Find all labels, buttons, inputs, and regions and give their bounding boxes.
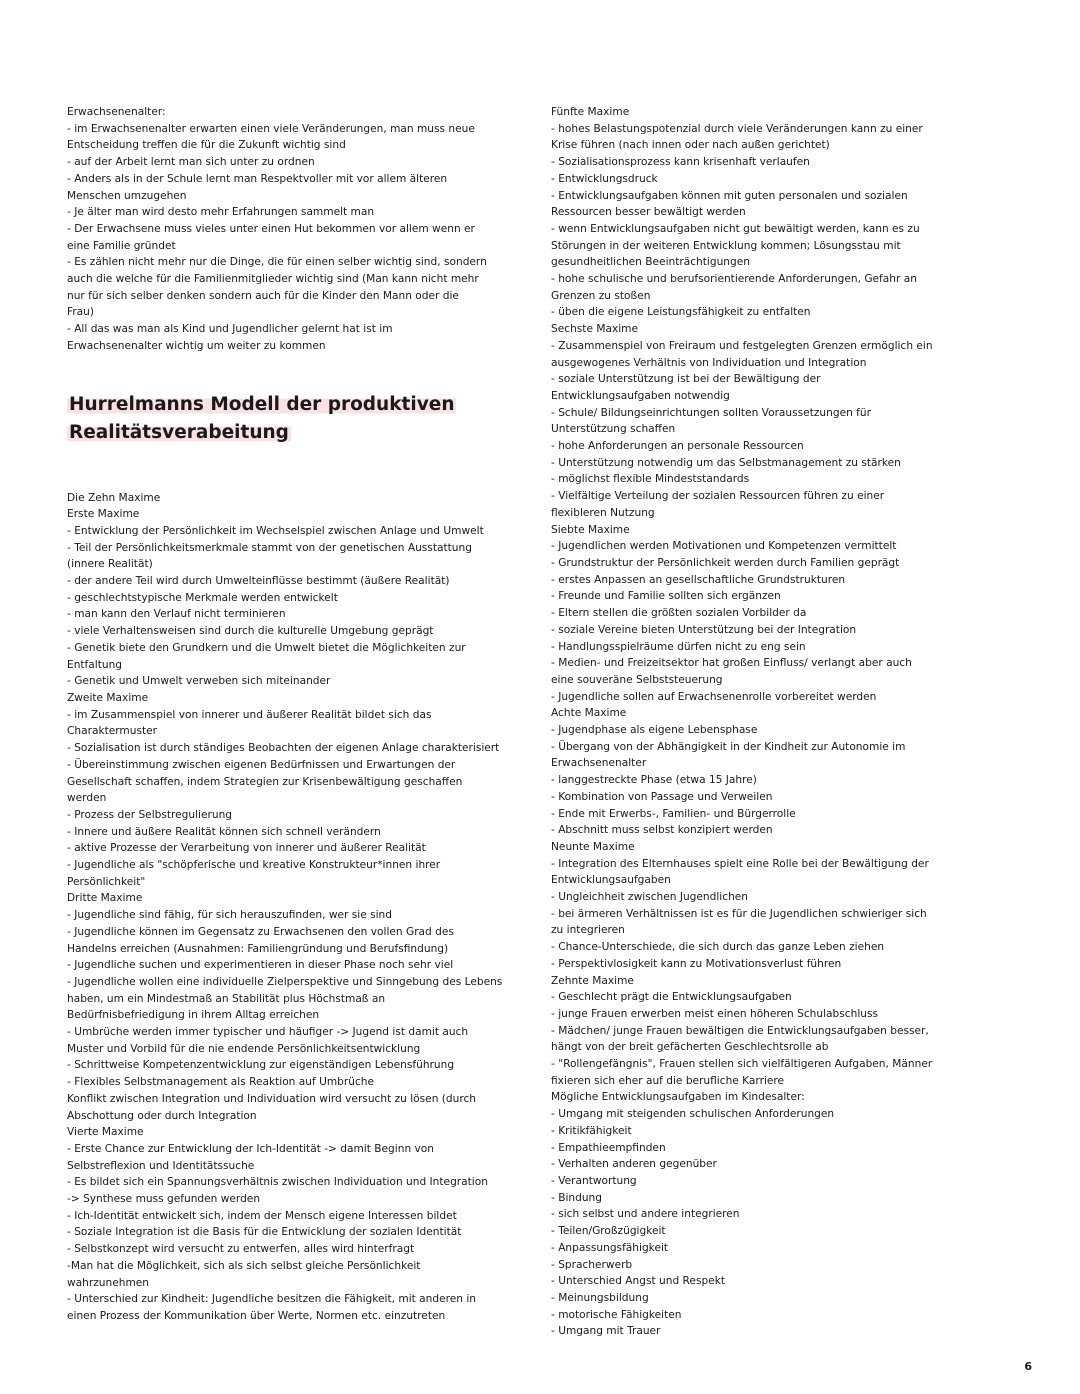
text-line: - Anpassungsfähigkeit <box>551 1241 669 1254</box>
text-line: Zehnte Maxime <box>551 974 634 987</box>
text-line: Neunte Maxime <box>551 840 635 853</box>
text-line: - Zusammenspiel von Freiraum und festgelegten Grenzen ermöglich ein <box>551 339 933 352</box>
maxims-continued-section <box>551 104 933 1340</box>
text-line: Erwachsenenalter: <box>67 106 166 118</box>
text-line: - Kombination von Passage und Verweilen <box>551 790 773 803</box>
text-line: - Ende mit Erwerbs-, Familien- und Bürgerrolle <box>551 807 796 820</box>
text-line: - junge Frauen erwerben meist einen höheren Schulabschluss <box>551 1007 879 1020</box>
text-line: Entwicklungsaufgaben notwendig <box>551 389 730 402</box>
text-line: zu integrieren <box>551 924 625 937</box>
text-line: - Jugendliche sind fähig, für sich herauszufinden, wer sie sind <box>67 909 392 922</box>
text-line: - Jugendliche als "schöpferische und kreative Konstrukteur*innen ihrer <box>67 859 441 872</box>
text-line: Charaktermuster <box>67 725 158 738</box>
text-line: - Abschnitt muss selbst konzipiert werden <box>551 824 773 837</box>
text-line: Konflikt zwischen Integration und Individuation wird versucht zu lösen (durch <box>67 1092 477 1105</box>
text-line: - Es zählen nicht mehr nur die Dinge, die für einen selber wichtig sind, sondern <box>67 256 487 269</box>
text-line: - Meinungsbildung <box>551 1291 649 1304</box>
text-line: - Perspektivlosigkeit kann zu Motivationsverlust führen <box>551 957 842 970</box>
text-line: - Entwicklung der Persönlichkeit im Wechselspiel zwischen Anlage und Umwelt <box>67 524 484 537</box>
text-line: - Integration des Elternhauses spielt eine Rolle bei der Bewältigung der <box>551 857 929 870</box>
text-line: - bei ärmeren Verhältnissen ist es für die Jugendlichen schwieriger sich <box>551 907 927 920</box>
text-line: Erwachsenenalter wichtig um weiter zu kommen <box>67 339 326 352</box>
text-line: Achte Maxime <box>551 707 627 720</box>
text-line: - Unterstützung notwendig um das Selbstmanagement zu stärken <box>551 456 901 469</box>
text-line: Sechste Maxime <box>551 323 639 336</box>
text-line: - im Zusammenspiel von innerer und äußerer Realität bildet sich das <box>67 708 432 721</box>
text-line: - hohe schulische und berufsorientierende Anforderungen, Gefahr an <box>551 273 917 286</box>
text-line: wahrzunehmen <box>67 1276 149 1289</box>
text-line: - Genetik und Umwelt verweben sich miteinander <box>67 675 331 688</box>
text-line: - Umgang mit steigenden schulischen Anforderungen <box>551 1108 835 1121</box>
text-line: - hohe Anforderungen an personale Ressourcen <box>551 440 804 453</box>
text-line: -> Synthese muss gefunden werden <box>67 1193 261 1206</box>
text-line: - Genetik biete den Grundkern und die Umwelt bietet die Möglichkeiten zur <box>67 641 466 654</box>
left-column <box>67 104 507 1325</box>
text-line: - Freunde und Familie sollten sich ergänzen <box>551 590 781 603</box>
text-line: Vierte Maxime <box>67 1126 144 1139</box>
text-line: - Verantwortung <box>551 1175 637 1187</box>
text-line: - Selbstkonzept wird versucht zu entwerfen, alles wird hinterfragt <box>67 1243 415 1256</box>
text-line: - üben die eigene Leistungsfähigkeit zu entfalten <box>551 306 811 319</box>
right-column <box>551 104 933 1340</box>
text-line: Frau) <box>67 306 95 319</box>
text-line: Zweite Maxime <box>67 691 149 704</box>
text-line: Abschottung oder durch Integration <box>67 1109 257 1122</box>
text-line: - Prozess der Selbstregulierung <box>67 808 233 821</box>
text-line: Selbstreflexion und Identitätssuche <box>67 1159 255 1172</box>
text-line: Dritte Maxime <box>67 892 143 905</box>
text-line: - Je älter man wird desto mehr Erfahrungen sammelt man <box>67 206 375 219</box>
text-line: Persönlichkeit" <box>67 875 146 888</box>
text-line: - Innere und äußere Realität können sich schnell verändern <box>67 825 381 838</box>
text-line: einen Prozess der Kommunikation über Werte, Normen etc. einzutreten <box>67 1310 446 1322</box>
text-line: - im Erwachsenenalter erwarten einen viele Veränderungen, man muss neue <box>67 122 475 135</box>
text-line: Entfaltung <box>67 658 123 671</box>
text-line: - man kann den Verlauf nicht terminieren <box>67 608 286 621</box>
text-line: - Soziale Integration ist die Basis für die Entwicklung der sozialen Identität <box>67 1226 462 1239</box>
text-line: - Spracherwerb <box>551 1258 633 1271</box>
text-line: eine Familie gründet <box>67 239 176 252</box>
text-line: Muster und Vorbild für die nie endende Persönlichkeitsentwicklung <box>67 1042 421 1055</box>
text-line: - Bindung <box>551 1191 602 1204</box>
text-line: - Der Erwachsene muss vieles unter einen Hut bekommen vor allem wenn er <box>67 222 475 235</box>
text-line: flexibleren Nutzung <box>551 506 655 519</box>
text-line: - Umgang mit Trauer <box>551 1325 661 1338</box>
text-line: - Jugendliche können im Gegensatz zu Erwachsenen den vollen Grad des <box>67 925 454 938</box>
text-line: Grenzen zu stoßen <box>551 289 651 302</box>
text-line: - soziale Unterstützung ist bei der Bewältigung der <box>551 373 821 386</box>
text-line: - Medien- und Freizeitsektor hat großen Einfluss/ verlangt aber auch <box>551 657 912 670</box>
text-line: - Ungleichheit zwischen Jugendlichen <box>551 891 749 904</box>
text-line: Fünfte Maxime <box>551 106 630 118</box>
text-line: - Empathieempfinden <box>551 1141 666 1154</box>
text-line: - Verhalten anderen gegenüber <box>551 1158 717 1171</box>
text-line: - Entwicklungsdruck <box>551 172 658 185</box>
text-line: Siebte Maxime <box>551 523 630 536</box>
text-line: Krise führen (nach innen oder nach außen gerichtet) <box>551 139 830 152</box>
text-line: Entwicklungsaufgaben <box>551 874 671 887</box>
text-line: Handelns erreichen (Ausnahmen: Familiengründung und Berufsfindung) <box>67 942 449 955</box>
text-line: - motorische Fähigkeiten <box>551 1308 682 1321</box>
text-line: werden <box>67 792 107 805</box>
text-line: Erste Maxime <box>67 508 140 521</box>
text-line: - Chance-Unterschiede, die sich durch das ganze Leben ziehen <box>551 941 885 954</box>
text-line: - Es bildet sich ein Spannungsverhältnis zwischen Individuation und Integration <box>67 1176 488 1189</box>
heading-line-1: Hurrelmanns Modell der produktiven <box>69 393 455 415</box>
text-line: - Anders als in der Schule lernt man Respektvoller mit vor allem älteren <box>67 172 448 185</box>
text-line: Menschen umzugehen <box>67 189 187 202</box>
text-line: - Jugendphase als eigene Lebensphase <box>551 724 758 737</box>
text-line: - Eltern stellen die größten sozialen Vorbilder da <box>551 607 807 620</box>
text-line: - Mädchen/ junge Frauen bewältigen die Entwicklungsaufgaben besser, <box>551 1024 929 1037</box>
text-line: - Geschlecht prägt die Entwicklungsaufgaben <box>551 991 792 1004</box>
text-line: - Kritikfähigkeit <box>551 1124 632 1137</box>
text-line: - erstes Anpassen an gesellschaftliche Grundstrukturen <box>551 573 846 586</box>
text-line: Die Zehn Maxime <box>67 491 161 504</box>
text-line: - All das was man als Kind und Jugendlicher gelernt hat ist im <box>67 323 393 336</box>
text-line: gesundheitlichen Beeinträchtigungen <box>551 256 750 269</box>
text-line: - Jugendliche sollen auf Erwachsenenrolle vorbereitet werden <box>551 690 877 703</box>
text-line: Störungen in der weiteren Entwicklung kommen; Lösungsstau mit <box>551 239 901 252</box>
text-line: - Teilen/Großzügigkeit <box>551 1225 666 1238</box>
text-line: - Grundstruktur der Persönlichkeit werden durch Familien geprägt <box>551 556 900 569</box>
text-line: - möglichst flexible Mindeststandards <box>551 473 750 486</box>
text-line: - Flexibles Selbstmanagement als Reaktion auf Umbrüche <box>67 1076 374 1089</box>
text-line: - aktive Prozesse der Verarbeitung von innerer und äußerer Realität <box>67 842 426 855</box>
text-line: - Erste Chance zur Entwicklung der Ich-Identität -> damit Beginn von <box>67 1142 434 1155</box>
text-line: - viele Verhaltensweisen sind durch die kulturelle Umgebung geprägt <box>67 625 434 638</box>
text-line: - Jugendliche wollen eine individuelle Zielperspektive und Sinngebung des Lebens <box>67 975 503 988</box>
text-line: ausgewogenes Verhältnis von Individuation und Integration <box>551 356 867 369</box>
text-line: - Entwicklungsaufgaben können mit guten personalen und sozialen <box>551 189 908 202</box>
text-line: - geschlechtstypische Merkmale werden entwickelt <box>67 591 338 604</box>
text-line: - wenn Entwicklungsaufgaben nicht gut bewältigt werden, kann es zu <box>551 222 920 235</box>
text-line: - auf der Arbeit lernt man sich unter zu ordnen <box>67 156 315 169</box>
text-line: Entscheidung treffen die für die Zukunft wichtig sind <box>67 139 346 152</box>
text-line: - Schule/ Bildungseinrichtungen sollten Voraussetzungen für <box>551 406 871 419</box>
text-line: Bedürfnisbefriedigung in ihrem Alltag erreichen <box>67 1009 320 1022</box>
text-line: -Man hat die Möglichkeit, sich als sich selbst gleiche Persönlichkeit <box>67 1259 421 1272</box>
text-line: - soziale Vereine bieten Unterstützung bei der Integration <box>551 623 857 636</box>
text-line: (innere Realität) <box>67 558 153 571</box>
page-number: 6 <box>1024 1360 1032 1373</box>
text-line: - Sozialisation ist durch ständiges Beobachten der eigenen Anlage charakterisiert <box>67 742 500 755</box>
text-line: - sich selbst und andere integrieren <box>551 1208 740 1221</box>
text-line: - Schrittweise Kompetenzentwicklung zur eigenständigen Lebensführung <box>67 1059 455 1072</box>
text-line: - Jugendlichen werden Motivationen und Kompetenzen vermittelt <box>551 540 897 553</box>
text-line: - Übereinstimmung zwischen eigenen Bedürfnissen und Erwartungen der <box>67 758 456 771</box>
text-line: - der andere Teil wird durch Umwelteinflüsse bestimmt (äußere Realität) <box>67 575 450 588</box>
text-line: hängt von der breit gefächerten Geschlechtsrolle ab <box>551 1041 829 1054</box>
text-line: - Sozialisationsprozess kann krisenhaft verlaufen <box>551 156 810 169</box>
section-heading <box>67 391 507 448</box>
text-line: eine souveräne Selbststeuerung <box>551 673 723 686</box>
text-line: Gesellschaft schaffen, indem Strategien zur Krisenbewältigung geschaffen <box>67 775 463 788</box>
text-line: - Unterschied zur Kindheit: Jugendliche besitzen die Fähigkeit, mit anderen in <box>67 1293 477 1306</box>
text-line: - Übergang von der Abhängigkeit in der Kindheit zur Autonomie im <box>551 740 906 753</box>
heading-line-2: Realitätsverabeitung <box>69 422 289 444</box>
text-line: - Vielfältige Verteilung der sozialen Ressourcen führen zu einer <box>551 490 885 503</box>
text-line: - Umbrüche werden immer typischer und häufiger -> Jugend ist damit auch <box>67 1026 469 1039</box>
text-line: auch die welche für die Familienmitglieder wichtig sind (Man kann nicht mehr <box>67 273 479 286</box>
text-line: - Handlungsspielräume dürfen nicht zu eng sein <box>551 640 806 653</box>
text-line: - "Rollengefängnis", Frauen stellen sich vielfältigeren Aufgaben, Männer <box>551 1058 933 1071</box>
text-line: fixieren sich eher auf die berufliche Karriere <box>551 1074 785 1087</box>
text-line: Ressourcen besser bewältigt werden <box>551 206 746 219</box>
text-line: Erwachsenenalter <box>551 757 647 770</box>
text-line: - Unterschied Angst und Respekt <box>551 1275 725 1288</box>
text-line: - Ich-Identität entwickelt sich, indem der Mensch eigene Interessen bildet <box>67 1209 457 1222</box>
text-line: Unterstützung schaffen <box>551 423 676 436</box>
adulthood-section <box>67 104 507 355</box>
text-line: nur für sich selber denken sondern auch für die Kinder den Mann oder die <box>67 289 459 302</box>
text-line: - langgestreckte Phase (etwa 15 Jahre) <box>551 774 757 787</box>
text-line: Mögliche Entwicklungsaufgaben im Kindesalter: <box>551 1091 805 1104</box>
text-line: - Jugendliche suchen und experimentieren in dieser Phase noch sehr viel <box>67 959 454 972</box>
maxims-section <box>67 490 507 1325</box>
text-line: - Teil der Persönlichkeitsmerkmale stammt von der genetischen Ausstattung <box>67 541 472 554</box>
text-line: haben, um ein Mindestmaß an Stabilität plus Höchstmaß an <box>67 992 386 1005</box>
text-line: - hohes Belastungspotenzial durch viele Veränderungen kann zu einer <box>551 122 923 135</box>
